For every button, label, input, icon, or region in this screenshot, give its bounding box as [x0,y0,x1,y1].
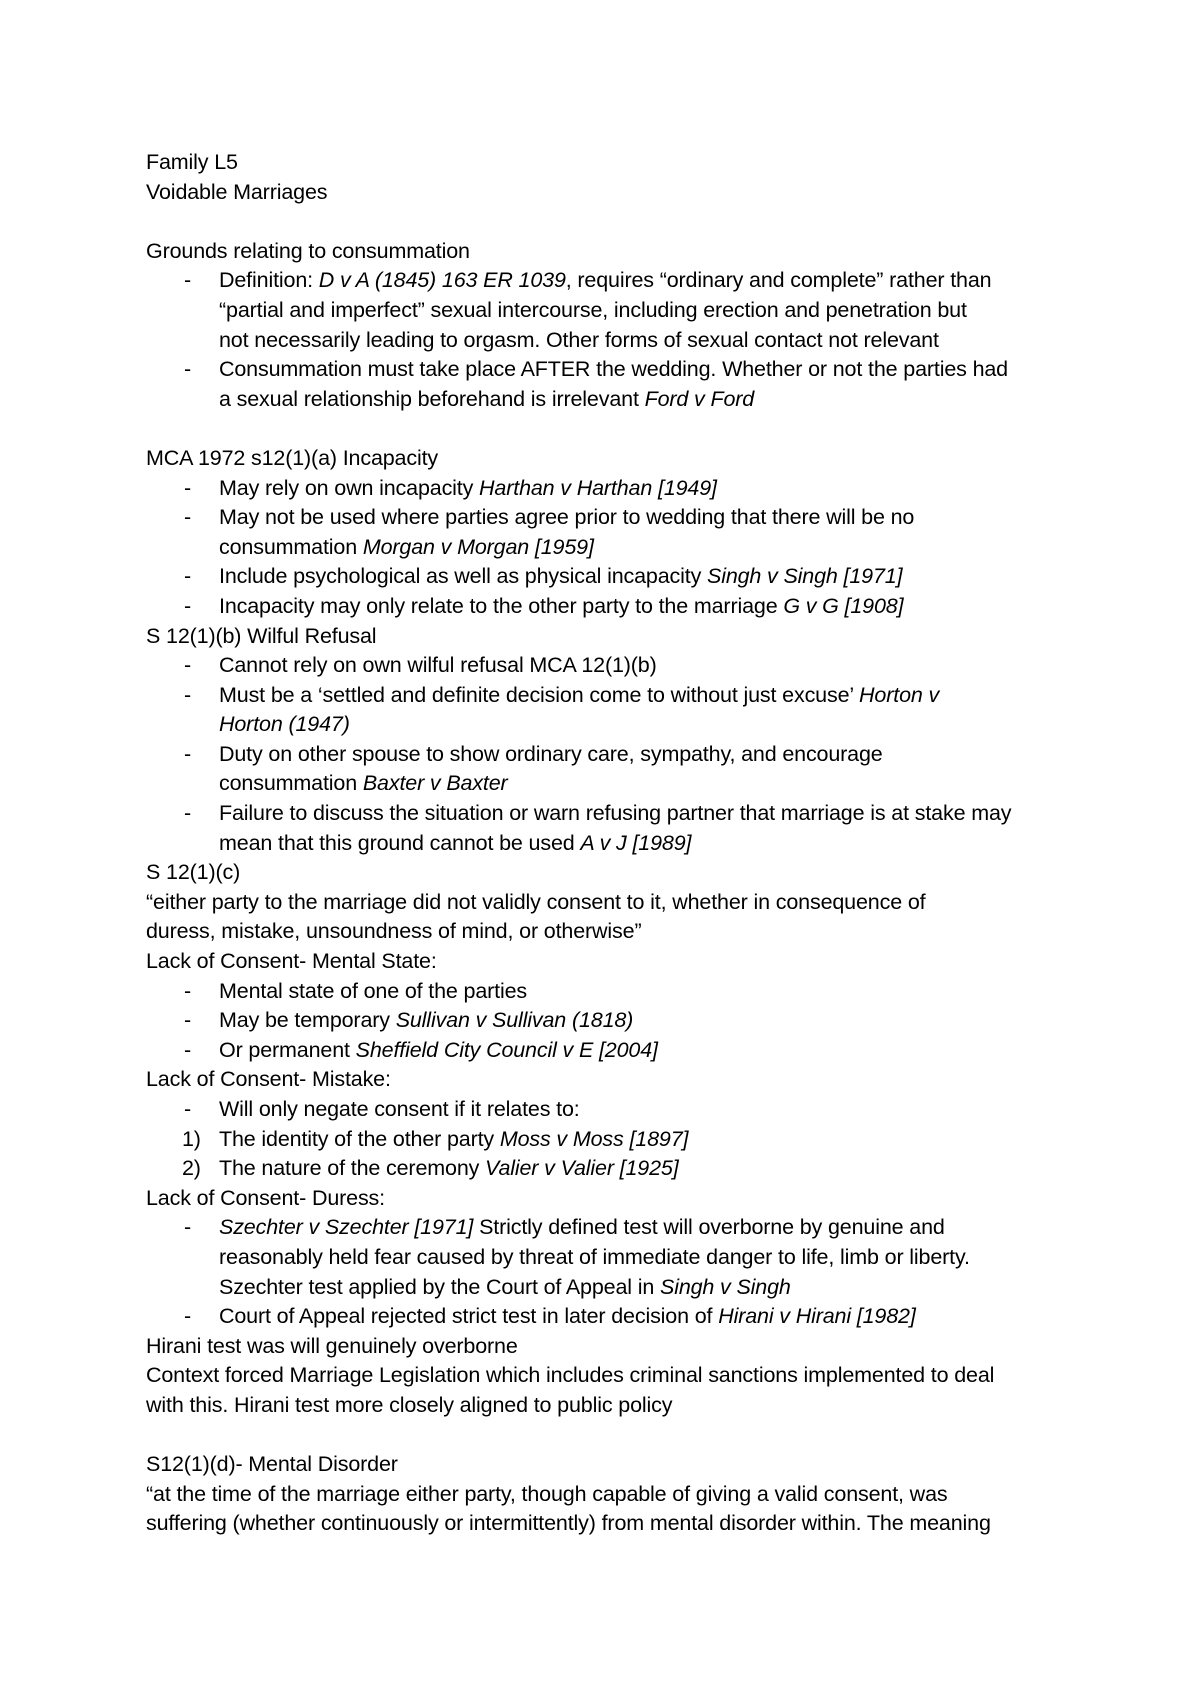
bullet-dash: - [184,978,192,1003]
subheading-mistake: Lack of Consent- Mistake: [146,1067,391,1092]
list-item: - Will only negate consent if it relates to: [146,1095,1076,1125]
paragraph-text: Hirani test was will genuinely overborne [146,1333,518,1358]
list-item: - Definition: D v A (1845) 163 ER 1039, requires “ordinary and complete” rather than “partial and imperfect” sexual intercourse, including erection and penetration but not necessarily leading to orgasm. Other forms of sexual contact not relevant [184,268,992,352]
bullet-dash: - [184,1215,192,1240]
section-heading-wilful-refusal: S 12(1)(b) Wilful Refusal [146,623,377,648]
case-citation: Harthan v Harthan [1949] [479,475,717,500]
list-item: - Include psychological as well as physical incapacity Singh v Singh [1971] [146,562,1076,592]
case-citation: Moss v Moss [1897] [499,1126,689,1151]
statute-quote: duress, mistake, unsoundness of mind, or otherwise” [146,919,642,944]
statute-quote: “at the time of the marriage either party, though capable of giving a valid consent, was [146,1481,948,1506]
case-citation: Baxter v Baxter [362,771,508,796]
list-item: - Cannot rely on own wilful refusal MCA 12(1)(b) [146,651,1076,681]
case-citation: Sullivan v Sullivan (1818) [395,1008,634,1033]
section-heading-consummation: Grounds relating to consummation [146,238,470,263]
numbered-item: 2) The nature of the ceremony Valier v Valier [1925] [146,1154,1076,1184]
list-item: - Court of Appeal rejected strict test in later decision of Hirani v Hirani [1982] [146,1302,1076,1332]
case-citation: Valier v Valier [1925] [485,1156,679,1181]
list-item: - Incapacity may only relate to the other party to the marriage G v G [1908] [146,592,1076,622]
document-title: Family L5 [146,150,238,174]
bullet-dash: - [184,564,192,589]
section-heading-incapacity: MCA 1972 s12(1)(a) Incapacity [146,445,439,470]
document-subtitle: Voidable Marriages [146,179,328,204]
subheading-duress: Lack of Consent- Duress: [146,1185,385,1210]
case-citation: Singh v Singh [1971] [707,564,903,589]
blank-line [146,1421,1076,1451]
case-citation: Morgan v Morgan [1959] [362,534,594,559]
list-item: - May not be used where parties agree prior to wedding that there will be no consummation Morgan v Morgan [1959] [184,505,915,559]
list-item: - Failure to discuss the situation or warn refusing partner that marriage is at stake may mean that this ground cannot be used A v J [1989] [184,801,1012,855]
bullet-dash: - [184,268,192,293]
item-number: 1) [182,1126,201,1151]
bullet-dash: - [184,1037,192,1062]
bullet-dash: - [184,593,192,618]
list-item: - May be temporary Sullivan v Sullivan (1818) [146,1006,1076,1036]
paragraph-text: with this. Hirani test more closely aligned to public policy [146,1392,673,1417]
statute-quote: “either party to the marriage did not validly consent to it, whether in consequence of [146,889,926,914]
case-citation: Horton (1947) [219,712,350,737]
item-number: 2) [182,1156,201,1181]
blank-line [146,414,1076,444]
case-citation: Hirani v Hirani [1982] [718,1304,916,1329]
bullet-dash: - [184,357,192,382]
case-citation: G v G [1908] [783,593,904,618]
case-citation: Singh v Singh [660,1274,791,1299]
section-heading-consent: S 12(1)(c) [146,860,241,885]
bullet-dash: - [184,505,192,530]
bullet-dash: - [184,653,192,678]
statute-quote: suffering (whether continuously or intermittently) from mental disorder within. The meaning [146,1511,991,1536]
bullet-dash: - [184,475,192,500]
case-citation: Horton v [859,682,940,707]
list-item: - Consummation must take place AFTER the wedding. Whether or not the parties had a sexual relationship beforehand is irrelevant Ford v Ford [184,357,1008,411]
list-item: - Must be a ‘settled and definite decision come to without just excuse’ Horton v Horton (1947) [146,681,1076,740]
numbered-item: 1) The identity of the other party Moss v Moss [1897] [146,1125,1076,1155]
case-citation: Szechter v Szechter [1971] [219,1215,474,1240]
bullet-dash: - [184,1304,192,1329]
list-item: - Szechter v Szechter [1971] Strictly defined test will overborne by genuine and reasonably held fear caused by threat of immediate danger to life, limb or liberty. Szechter test applied by the Court of Appeal in Singh v Singh [184,1215,970,1299]
case-citation: Sheffield City Council v E [2004] [355,1037,658,1062]
bullet-dash: - [184,1097,192,1121]
bullet-dash: - [184,1008,192,1033]
case-citation: D v A (1845) 163 ER 1039 [318,268,566,293]
list-item: - Duty on other spouse to show ordinary care, sympathy, and encourage consummation Baxter v Baxter [184,741,883,796]
case-citation: A v J [1989] [580,830,692,855]
bullet-dash: - [184,801,192,826]
paragraph-text: Context forced Marriage Legislation which includes criminal sanctions implemented to deal [146,1363,995,1388]
list-item: - Or permanent Sheffield City Council v E [2004] [146,1036,1076,1066]
list-item: - Mental state of one of the parties [146,977,1076,1007]
document-page [146,148,1076,1539]
bullet-dash: - [184,741,192,766]
blank-line [146,207,1076,237]
list-item: - May rely on own incapacity Harthan v Harthan [1949] [146,474,1076,504]
section-heading-mental-disorder: S12(1)(d)- Mental Disorder [146,1452,398,1477]
bullet-dash: - [184,682,192,707]
case-citation: Ford v Ford [644,386,755,411]
subheading-mental-state: Lack of Consent- Mental State: [146,949,437,974]
